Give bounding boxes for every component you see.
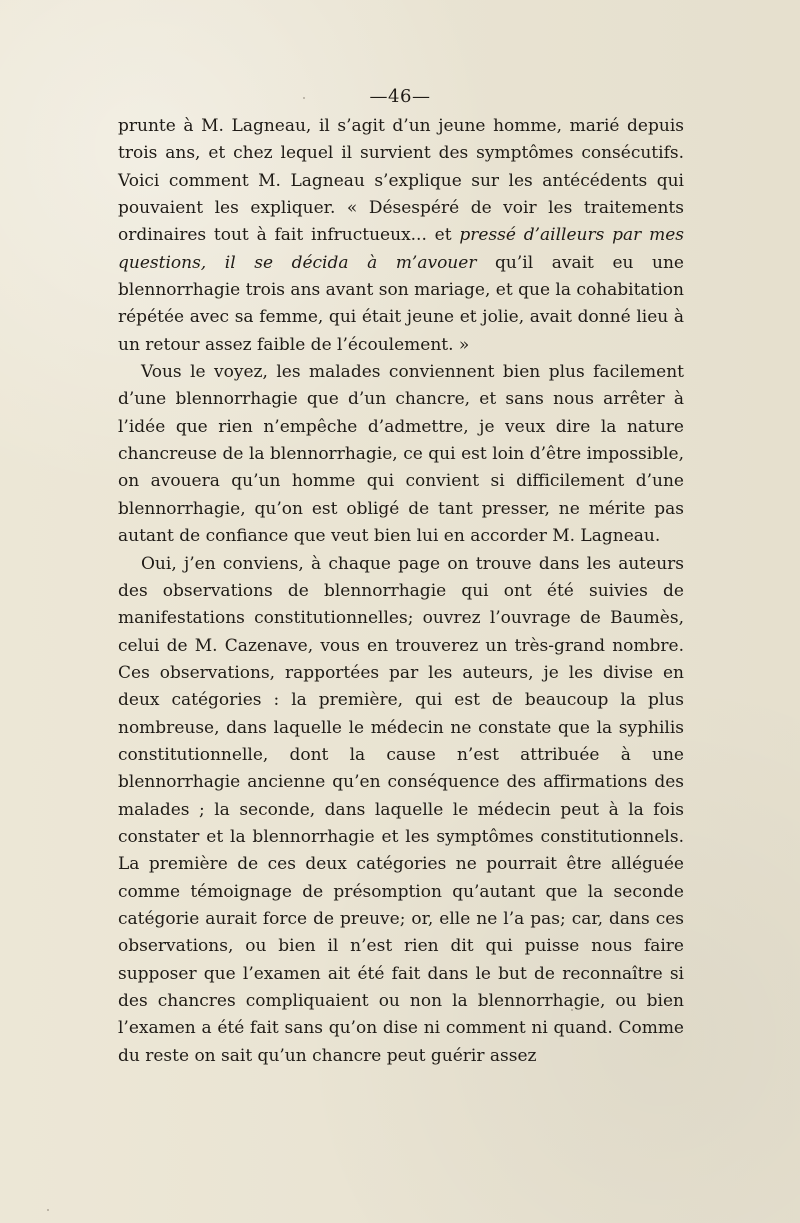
paragraph-1-text-b: qu’il avait eu une blennorrhagie trois ans avant son mariage, et que la cohabitation répétée avec sa femme, qui était jeune et jolie, avait donné lieu à un retour assez faible de l’écoulement. » <box>118 252 684 355</box>
paragraph-3-text: Oui, j’en conviens, à chaque page on trouve dans les auteurs des observations de blennorrhagie qui ont été suivies de manifestations constitutionnelles; ouvrez l’ouvrage de Baumès, celui de M. Cazenave, vous en trouverez un très-grand nombre. Ces observations, rapportées par les auteurs, je les divise en deux catégories : la première, qui est de beaucoup la plus nombreuse, dans laquelle le médecin ne constate que la syphilis constitutionnelle, dont la cause n’est attribuée à une blennorrhagie ancienne qu’en conséquence des affirmations des malades ; la seconde, dans laquelle le médecin peut à la fois constater et la blennorrhagie et les symptômes constitutionnels. La première de ces deux catégories ne pourrait être alléguée comme témoignage de présomption qu’autant que la seconde catégorie aurait force de preuve; or, elle ne l’a pas; car, dans ces observations, ou bien il n’est rien dit qui puisse nous faire supposer que l’examen ait été fait dans le but de reconnaître si des chancres compliquaient ou non la blennorrhagie, ou bien l’examen a été fait sans qu’on dise ni comment ni quand. Comme du reste on sait qu’un chancre peut guérir assez <box>118 553 684 1066</box>
paper-speck <box>47 1209 49 1211</box>
paper-speck <box>303 97 305 99</box>
paragraph-1-text-a: prunte à M. Lagneau, il s’agit d’un jeune homme, marié depuis trois ans, et chez lequel il survient des symptômes consécutifs. Voici comment M. Lagneau s’explique sur les antécédents qui pouvaient les expliquer. « Désespéré de voir les traitements ordinaires tout à fait infructueux... et <box>118 116 684 246</box>
page-number-suffix: — <box>411 86 431 107</box>
page-number: 46 <box>388 86 412 107</box>
paragraph-1-italic-text: pressé d’ailleurs par mes questions, il se décida à m’avouer <box>118 225 685 273</box>
paper-speck <box>474 311 476 313</box>
paragraph-2-text: Vous le voyez, les malades conviennent bien plus facilement d’une blennorrhagie que d’un chancre, et sans nous arrêter à l’idée que rien n’empêche d’admettre, je veux dire la nature chancreuse de la blennorrhagie, ce qui est loin d’être impossible, on avouera qu’un homme qui convient si difficilement d’une blennorrhagie, qu’on est obligé de tant presser, ne mérite pas autant de confiance que veut bien lui en accorder M. Lagneau. <box>118 362 684 547</box>
paragraph-1 <box>118 113 684 359</box>
paragraph-2 <box>118 359 684 550</box>
page-body-text <box>118 113 684 1070</box>
paragraph-3 <box>118 551 684 1071</box>
page-number-prefix: — <box>369 86 389 107</box>
paper-speck <box>571 1009 573 1011</box>
page-header <box>0 86 800 107</box>
